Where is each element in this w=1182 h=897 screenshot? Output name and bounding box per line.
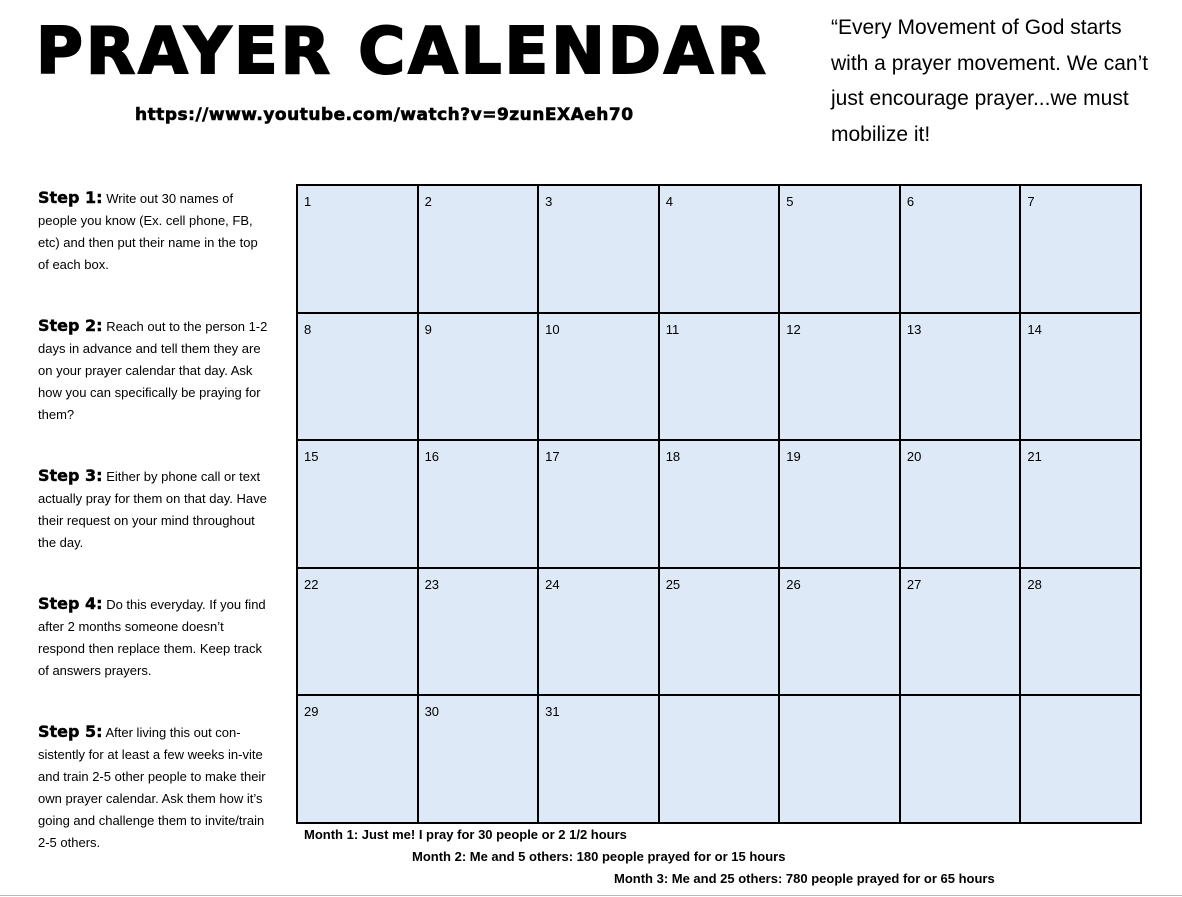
day-number: 2: [424, 194, 432, 209]
calendar-grid: [296, 184, 1142, 824]
calendar-cell[interactable]: [780, 569, 899, 695]
calendar-cell[interactable]: [539, 696, 658, 822]
day-number: 17: [545, 449, 560, 465]
calendar-cell[interactable]: [1021, 314, 1140, 440]
page-title: PRAYER CALENDAR: [36, 15, 769, 89]
calendar-cell[interactable]: [539, 441, 658, 567]
day-number: 10: [545, 321, 560, 337]
step-1: [38, 187, 270, 276]
step-2: [38, 315, 270, 426]
calendar-cell[interactable]: [539, 314, 658, 440]
calendar-cell[interactable]: [780, 696, 899, 822]
day-number: 19: [786, 449, 801, 465]
day-number: 18: [665, 449, 681, 465]
calendar-cell[interactable]: [660, 696, 779, 822]
day-number: 11: [665, 321, 680, 337]
day-number: 16: [424, 449, 440, 465]
month-3-note: Month 3: Me and 25 others: 780 people prayed for or 65 hours: [614, 871, 995, 886]
calendar-cell[interactable]: [780, 186, 899, 312]
calendar-cell[interactable]: [901, 314, 1020, 440]
day-number: 23: [424, 576, 440, 592]
day-number: 6: [906, 194, 915, 209]
calendar-cell[interactable]: [660, 314, 779, 440]
day-number: 1: [304, 194, 312, 209]
day-number: 30: [424, 704, 440, 720]
day-number: 29: [304, 704, 319, 720]
bottom-divider: [0, 895, 1182, 896]
day-number: 24: [545, 576, 560, 592]
day-number: 26: [786, 576, 801, 592]
day-number: 12: [786, 321, 801, 337]
step-2-label: Step 2:: [38, 316, 103, 335]
step-5: [38, 721, 270, 854]
calendar-cell[interactable]: [901, 186, 1020, 312]
calendar-cell[interactable]: [1021, 441, 1140, 567]
month-2-note: Month 2: Me and 5 others: 180 people prayed for or 15 hours: [412, 849, 786, 864]
calendar-cell[interactable]: [539, 186, 658, 312]
calendar-cell[interactable]: [298, 441, 417, 567]
day-number: 28: [1027, 576, 1042, 592]
day-number: 21: [1027, 449, 1042, 465]
calendar-cell[interactable]: [901, 696, 1020, 822]
day-number: 13: [906, 321, 922, 337]
calendar-cell[interactable]: [1021, 569, 1140, 695]
calendar-cell[interactable]: [298, 186, 417, 312]
step-4: [38, 593, 270, 682]
calendar-cell[interactable]: [419, 314, 538, 440]
month-1-note: Month 1: Just me! I pray for 30 people or 2 1/2 hours: [304, 827, 627, 842]
calendar-cell[interactable]: [419, 569, 538, 695]
day-number: 25: [665, 576, 681, 592]
calendar-cell[interactable]: [780, 314, 899, 440]
calendar-cell[interactable]: [660, 569, 779, 695]
day-number: 3: [545, 194, 553, 209]
calendar-cell[interactable]: [298, 696, 417, 822]
step-3-text: Either by phone call or text actually pray for them on that day. Have their request on your mind throughout the day.: [38, 469, 267, 550]
calendar-cell[interactable]: [660, 441, 779, 567]
day-number: 5: [786, 194, 794, 209]
calendar-cell[interactable]: [1021, 696, 1140, 822]
step-5-label: Step 5:: [38, 722, 103, 741]
calendar-cell[interactable]: [780, 441, 899, 567]
day-number: 22: [304, 576, 319, 592]
step-2-text: Reach out to the person 1-2 days in advance and tell them they are on your prayer calendar that day. Ask how you can specifically be praying for them?: [38, 319, 268, 422]
day-number: 4: [665, 194, 673, 209]
day-number: 9: [424, 321, 432, 337]
calendar-cell[interactable]: [298, 314, 417, 440]
calendar-cell[interactable]: [419, 696, 538, 822]
quote: “Every Movement of God starts with a prayer movement. We can’t just encourage prayer...we must mobilize it!: [831, 16, 1149, 146]
calendar-cell[interactable]: [419, 186, 538, 312]
step-5-text: After living this out con-sistently for at least a few weeks in-vite and train 2-5 other people to make their own prayer calendar. Ask them how it’s going and challenge them to invite/train 2-5 others.: [38, 725, 266, 850]
step-3: [38, 465, 270, 554]
day-number: 14: [1027, 321, 1042, 337]
step-3-label: Step 3:: [38, 466, 103, 485]
day-number: 8: [304, 321, 312, 337]
calendar-cell[interactable]: [660, 186, 779, 312]
day-number: 20: [906, 449, 922, 465]
day-number: 15: [304, 449, 319, 465]
day-number: 7: [1027, 194, 1035, 209]
step-1-text: Write out 30 names of people you know (Ex. cell phone, FB, etc) and then put their name in the top of each box.: [38, 191, 258, 272]
step-1-label: Step 1:: [38, 188, 103, 207]
calendar-cell[interactable]: [298, 569, 417, 695]
calendar-cell[interactable]: [1021, 186, 1140, 312]
step-4-label: Step 4:: [38, 594, 103, 613]
step-4-text: Do this everyday. If you find after 2 months someone doesn’t respond then replace them. Keep track of answers prayers.: [38, 597, 266, 678]
video-link[interactable]: https://www.youtube.com/watch?v=9zunEXAeh70: [135, 105, 634, 125]
day-number: 31: [545, 704, 560, 720]
day-number: 27: [906, 576, 922, 592]
calendar-cell[interactable]: [539, 569, 658, 695]
calendar-cell[interactable]: [901, 569, 1020, 695]
calendar-cell[interactable]: [419, 441, 538, 567]
calendar-cell[interactable]: [901, 441, 1020, 567]
